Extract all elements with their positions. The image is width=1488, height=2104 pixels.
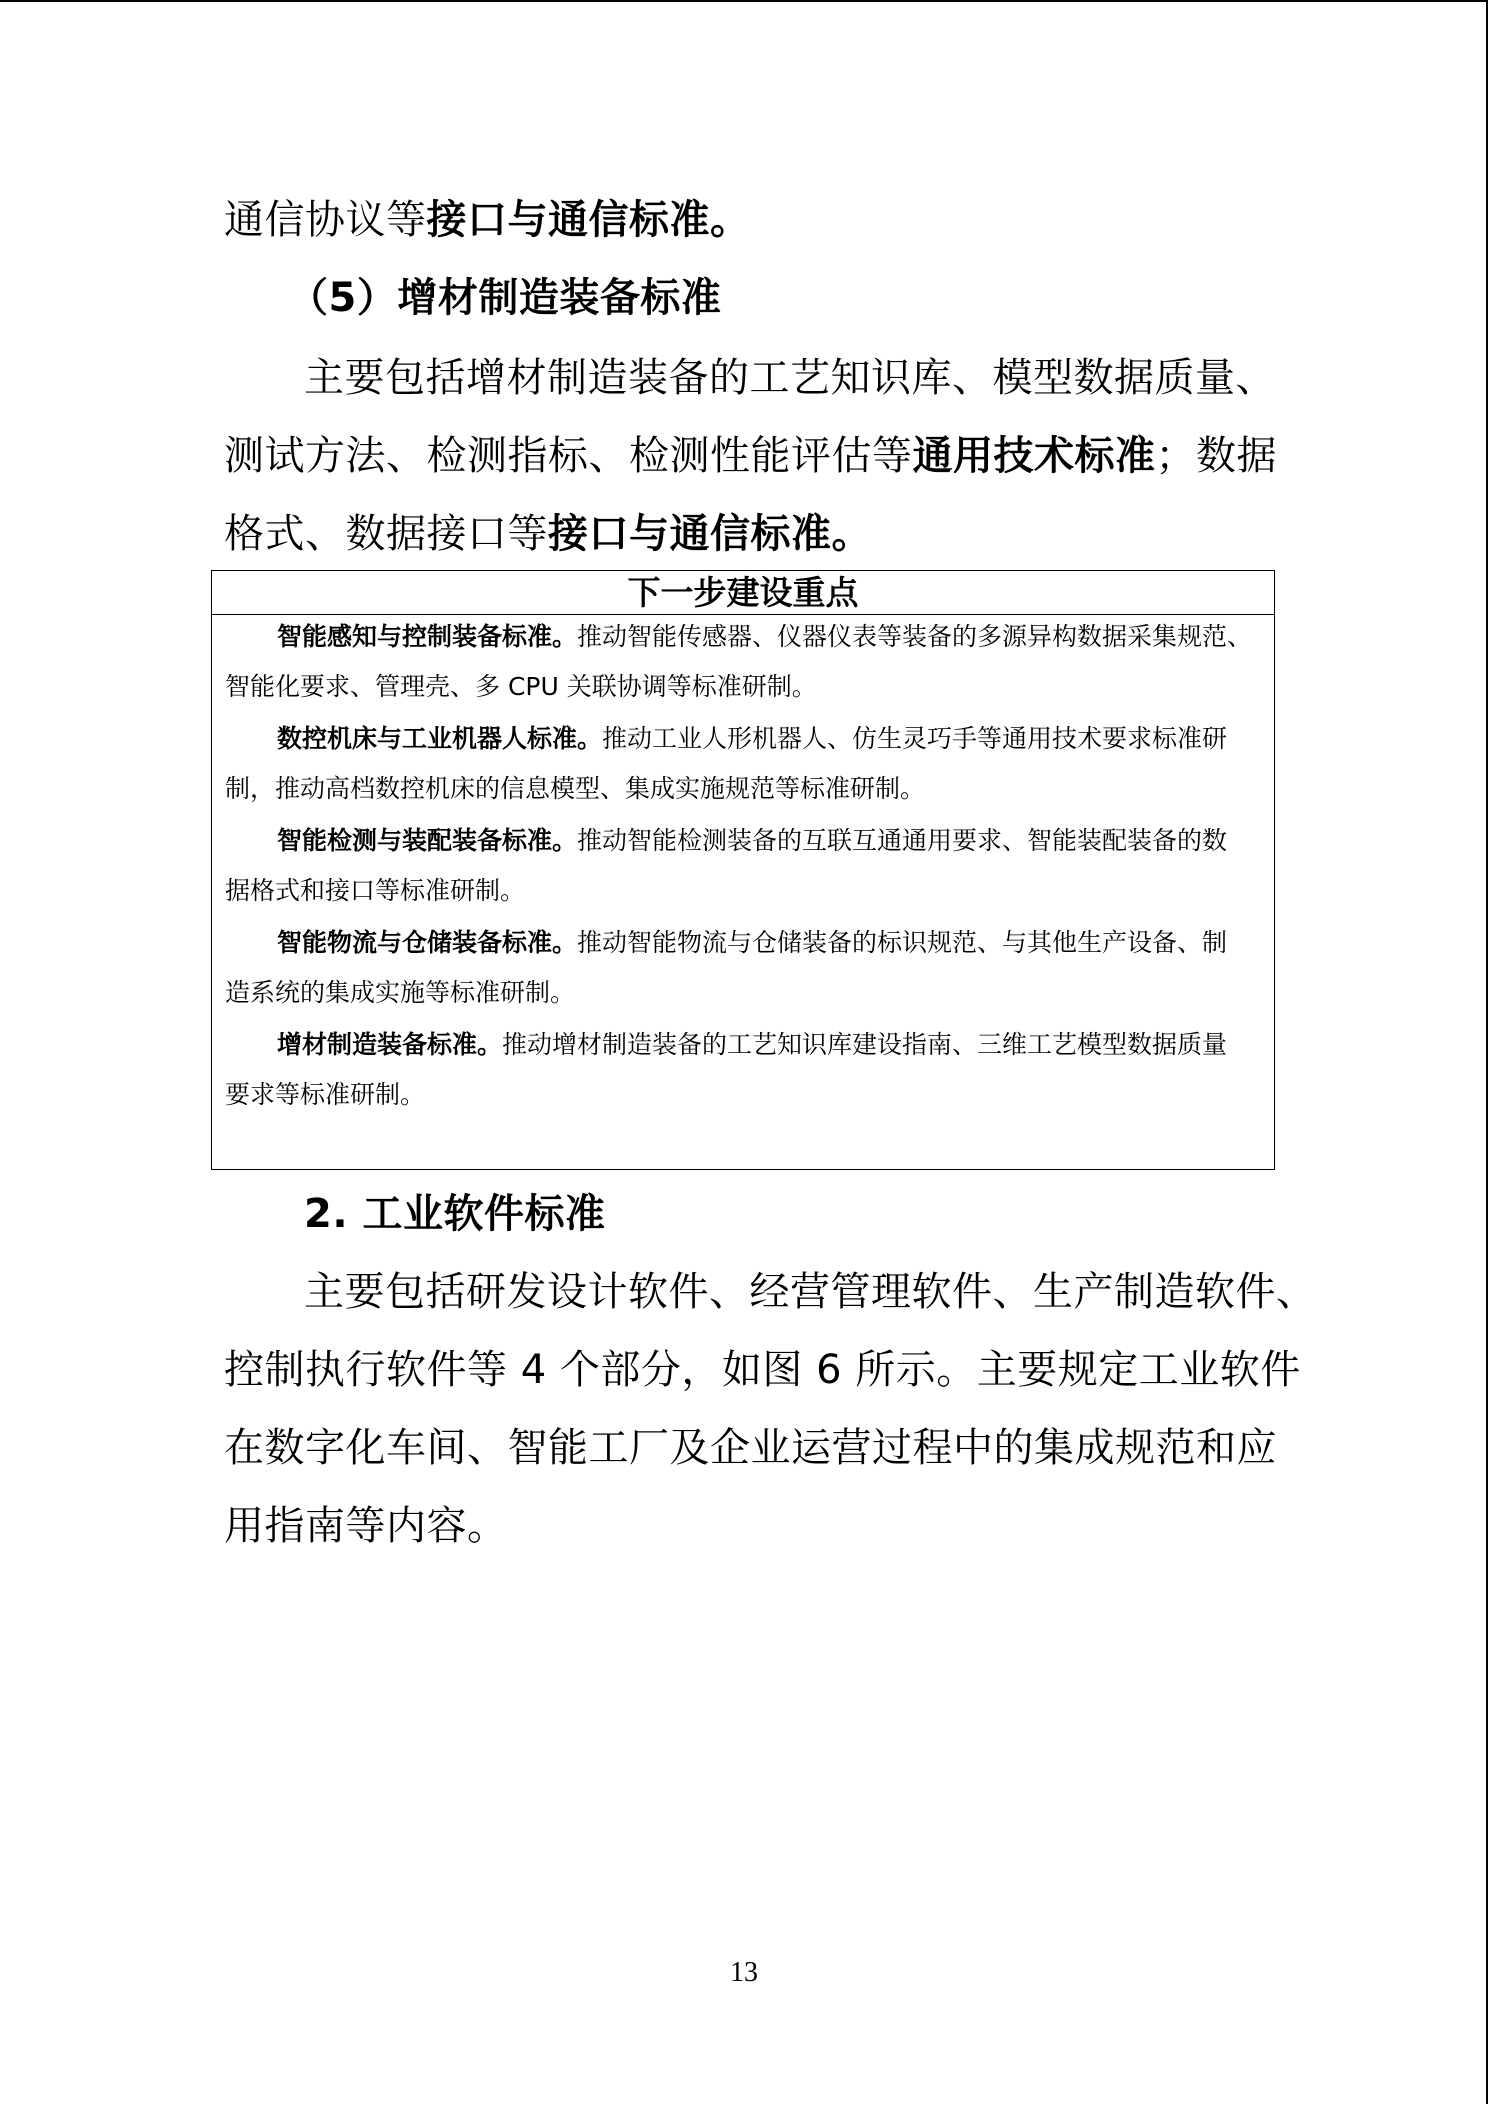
box-item-line	[277, 619, 1252, 655]
box-item-line: 智能化要求、管理壳、多 CPU 关联协调等标准研制。	[225, 672, 817, 701]
box-item-text: 推动工业人形机器人、仿生灵巧手等通用技术要求标准研	[602, 724, 1228, 753]
box-item-text: 推动智能检测装备的互联互通通用要求、智能装配装备的数	[577, 826, 1228, 855]
bold-term: 接口与通信标准。	[548, 511, 872, 557]
box-item-title: 数控机床与工业机器人标准。	[277, 724, 603, 753]
paragraph-line: 在数字化车间、智能工厂及企业运营过程中的集成规范和应	[224, 1425, 1277, 1471]
body-text: 测试方法、检测指标、检测性能评估等	[224, 433, 913, 479]
paragraph-line: 用指南等内容。	[224, 1503, 508, 1549]
box-item-title: 智能物流与仓储装备标准。	[277, 928, 578, 957]
box-item-text: 推动智能传感器、仪器仪表等装备的多源异构数据采集规范、	[577, 622, 1253, 651]
paragraph-line	[224, 506, 1264, 562]
bold-term: 通用技术标准	[912, 433, 1156, 479]
paragraph-line: 控制执行软件等 4 个部分，如图 6 所示。主要规定工业软件	[224, 1347, 1301, 1393]
box-item-title: 智能检测与装配装备标准。	[277, 826, 578, 855]
body-text: 格式、数据接口等	[224, 511, 548, 557]
box-item-line	[277, 721, 1227, 757]
box-item-line: 据格式和接口等标准研制。	[225, 876, 526, 905]
box-item-title: 增材制造装备标准。	[277, 1030, 503, 1059]
paragraph-line	[224, 428, 1277, 484]
box-item-line	[277, 823, 1227, 859]
section-heading: 2. 工业软件标准	[304, 1191, 606, 1237]
section-heading: （5）增材制造装备标准	[288, 275, 722, 321]
box-item-line: 要求等标准研制。	[225, 1080, 426, 1109]
box-item-text: 推动智能物流与仓储装备的标识规范、与其他生产设备、制	[577, 928, 1228, 957]
box-item-text: 推动增材制造装备的工艺知识库建设指南、三维工艺模型数据质量	[502, 1030, 1228, 1059]
box-title: 下一步建设重点	[212, 571, 1274, 615]
paragraph-line: 主要包括增材制造装备的工艺知识库、模型数据质量、	[304, 355, 1276, 401]
bold-term: 接口与通信标准。	[426, 197, 751, 243]
paragraph-line	[224, 192, 1264, 248]
box-item-title: 智能感知与控制装备标准。	[277, 622, 578, 651]
body-text: 通信协议等	[224, 197, 427, 243]
paragraph-line: 主要包括研发设计软件、经营管理软件、生产制造软件、	[304, 1269, 1317, 1315]
body-text: ；数据	[1155, 433, 1277, 479]
box-item-line	[277, 925, 1227, 961]
box-item-line: 造系统的集成实施等标准研制。	[225, 978, 576, 1007]
page-number: 13	[730, 1957, 758, 1988]
box-item-line	[277, 1027, 1227, 1063]
key-points-box	[211, 570, 1275, 1170]
box-item-line: 制，推动高档数控机床的信息模型、集成实施规范等标准研制。	[225, 774, 926, 803]
